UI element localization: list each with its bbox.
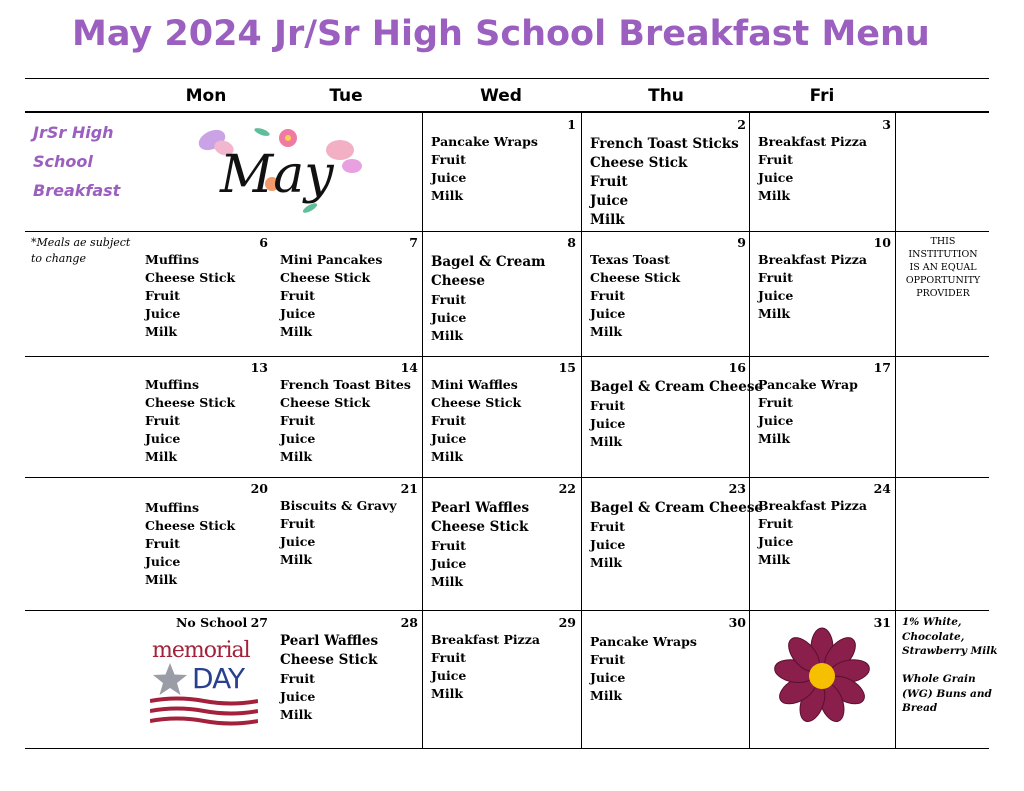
menu-cell-thu-9 [590, 251, 680, 341]
menu-item: Pearl Waffles [431, 500, 530, 516]
menu-item: Juice [280, 534, 316, 549]
day-number: 10 [873, 235, 891, 250]
day-number: 2 [737, 117, 746, 132]
memorial-day-logo [150, 638, 258, 728]
grid-line [25, 610, 989, 611]
menu-item: Milk [280, 707, 312, 722]
note-line: Whole Grain [902, 673, 976, 685]
menu-item: Fruit [280, 288, 315, 303]
grid-line [25, 231, 989, 232]
day-header-fri: Fri [809, 86, 835, 106]
menu-item: Bagel & Cream [431, 254, 546, 270]
menu-cell-thu-30 [590, 633, 697, 705]
menu-cell-wed-29 [431, 631, 540, 703]
menu-cell-fri-17 [758, 376, 858, 448]
menu-item: Juice [431, 668, 467, 683]
menu-cell-fri-3 [758, 133, 867, 205]
menu-item: Muffins [145, 377, 200, 392]
day-number: 28 [400, 615, 418, 630]
day-number: 20 [250, 481, 268, 496]
menu-item: Juice [758, 288, 794, 303]
menu-item: Fruit [145, 413, 180, 428]
menu-item: Milk [280, 324, 312, 339]
day-number: 15 [558, 360, 576, 375]
menu-item: Fruit [590, 288, 625, 303]
menu-item: Juice [145, 554, 181, 569]
menu-item: Juice [145, 306, 181, 321]
menu-item: Breakfast Pizza [758, 498, 867, 513]
menu-item: Cheese [431, 273, 485, 289]
day-header-thu: Thu [648, 86, 684, 106]
day-number: 27 [250, 615, 268, 630]
menu-item: Cheese Stick [431, 519, 529, 535]
menu-cell-mon-6 [145, 251, 235, 341]
eq-line: PROVIDER [916, 288, 970, 299]
day-header-mon: Mon [185, 86, 227, 106]
menu-item: Fruit [145, 288, 180, 303]
day-number: 14 [400, 360, 418, 375]
flower-icon [772, 626, 872, 726]
day-number: 6 [259, 235, 268, 250]
star-icon [152, 662, 188, 696]
menu-item: Juice [590, 416, 626, 431]
logo-word: May [220, 145, 334, 205]
menu-item: Fruit [590, 519, 625, 534]
menu-item: Juice [758, 170, 794, 185]
day-number: 16 [728, 360, 746, 375]
menu-item: Milk [145, 324, 177, 339]
side-label-line: Breakfast [33, 181, 121, 200]
menu-item: Breakfast Pizza [431, 632, 540, 647]
menu-item: Juice [280, 306, 316, 321]
day-number: 3 [882, 117, 891, 132]
menu-item: Breakfast Pizza [758, 134, 867, 149]
day-number: 23 [728, 481, 746, 496]
grid-line [25, 111, 989, 113]
day-number: 30 [728, 615, 746, 630]
grid-line [25, 748, 989, 749]
menu-item: Juice [758, 534, 794, 549]
day-number: 21 [400, 481, 418, 496]
menu-cell-fri-24 [758, 497, 867, 569]
note-line: Chocolate, [902, 630, 965, 643]
day-word: DAY [192, 662, 245, 695]
menu-item: French Toast Sticks [590, 136, 739, 152]
menu-item: Cheese Stick [280, 395, 371, 410]
menu-item: Milk [431, 574, 463, 589]
menu-cell-wed-22 [431, 499, 529, 591]
grid-line [422, 112, 423, 748]
menu-item: Pancake Wrap [758, 377, 858, 392]
menu-item: Breakfast Pizza [758, 252, 867, 267]
day-number: 13 [250, 360, 268, 375]
menu-item: Milk [431, 188, 463, 203]
eq-line: THIS [930, 236, 956, 247]
menu-item: Mini Pancakes [280, 252, 383, 267]
menu-item: Cheese Stick [590, 270, 681, 285]
menu-item: Milk [590, 555, 622, 570]
menu-item: Muffins [145, 500, 200, 515]
menu-cell-mon-13 [145, 376, 235, 466]
side-label-line: JrSr High [33, 123, 114, 142]
menu-item: Fruit [758, 516, 793, 531]
menu-item: Fruit [280, 413, 315, 428]
menu-item: Milk [590, 434, 622, 449]
day-header-wed: Wed [480, 86, 522, 106]
stripes-icon [150, 696, 258, 726]
menu-item: Cheese Stick [280, 270, 371, 285]
menu-item: Fruit [590, 174, 628, 190]
menu-item: Cheese Stick [590, 155, 688, 171]
day-number: 29 [558, 615, 576, 630]
day-number: 24 [873, 481, 891, 496]
menu-item: Pancake Wraps [431, 134, 538, 149]
side-label-line: School [33, 152, 93, 171]
equal-opportunity-statement [898, 235, 988, 300]
grid-line [581, 112, 582, 748]
note-line: Strawberry Milk [902, 645, 998, 657]
menu-item: Juice [590, 670, 626, 685]
menu-cell-mon-20 [145, 499, 235, 589]
menu-item: Bagel & Cream Cheese [590, 379, 764, 395]
menu-item: Juice [431, 431, 467, 446]
menu-item: Juice [431, 556, 467, 571]
menu-item: Mini Waffles [431, 377, 518, 392]
day-number: 22 [558, 481, 576, 496]
menu-cell-tue-14 [280, 376, 411, 466]
grid-line [25, 477, 989, 478]
menu-item: Fruit [431, 152, 466, 167]
no-school-label: No School [176, 615, 248, 630]
menu-item: Juice [145, 431, 181, 446]
menu-cell-tue-7 [280, 251, 382, 341]
day-number: 7 [409, 235, 418, 250]
menu-item: Fruit [431, 650, 466, 665]
menu-item: Milk [145, 572, 177, 587]
grid-line [25, 78, 989, 79]
menu-cell-thu-16 [590, 378, 763, 451]
memorial-word: memorial [152, 638, 250, 663]
menu-item: Milk [590, 324, 622, 339]
meals-note: *Meals ae subject to change [31, 236, 131, 265]
menu-item: Fruit [758, 152, 793, 167]
day-number: 1 [567, 117, 576, 132]
day-header-tue: Tue [329, 86, 363, 106]
menu-item: Pearl Waffles [280, 633, 379, 649]
menu-cell-tue-21 [280, 497, 397, 569]
menu-item: Fruit [431, 292, 466, 307]
page-title: May 2024 Jr/Sr High School Breakfast Menu [72, 14, 930, 54]
menu-item: Pancake Wraps [590, 634, 697, 649]
day-number: 31 [873, 615, 891, 630]
menu-item: Fruit [280, 671, 315, 686]
menu-item: Cheese Stick [431, 395, 522, 410]
note-line: 1% White, [902, 616, 962, 628]
menu-item: Milk [431, 449, 463, 464]
day-number: 17 [873, 360, 891, 375]
milk-note [902, 615, 998, 659]
menu-item: Cheese Stick [145, 518, 236, 533]
menu-item: Muffins [145, 252, 200, 267]
menu-item: Fruit [431, 413, 466, 428]
menu-item: Texas Toast [590, 252, 670, 267]
day-number: 9 [737, 235, 746, 250]
menu-cell-wed-15 [431, 376, 521, 466]
menu-item: French Toast Bites [280, 377, 411, 392]
menu-item: Juice [758, 413, 794, 428]
day-number: 8 [567, 235, 576, 250]
menu-item: Fruit [431, 538, 466, 553]
menu-item: Fruit [758, 270, 793, 285]
grid-line [25, 356, 989, 357]
menu-item: Milk [758, 552, 790, 567]
menu-cell-thu-2 [590, 135, 739, 230]
menu-item: Fruit [145, 536, 180, 551]
menu-item: Bagel & Cream Cheese [590, 500, 764, 516]
menu-item: Fruit [758, 395, 793, 410]
menu-item: Milk [758, 431, 790, 446]
menu-item: Milk [590, 688, 622, 703]
menu-cell-tue-28 [280, 632, 378, 724]
menu-cell-thu-23 [590, 499, 763, 572]
menu-item: Juice [590, 306, 626, 321]
menu-item: Milk [431, 686, 463, 701]
menu-cell-fri-10 [758, 251, 867, 323]
eq-line: IS AN EQUAL [909, 262, 977, 273]
menu-item: Milk [590, 212, 625, 228]
menu-item: Milk [280, 449, 312, 464]
menu-item: Milk [280, 552, 312, 567]
menu-cell-wed-8 [431, 253, 545, 345]
menu-item: Juice [280, 689, 316, 704]
eq-line: INSTITUTION [908, 249, 978, 260]
side-label [33, 118, 120, 205]
menu-item: Milk [758, 306, 790, 321]
menu-item: Fruit [590, 652, 625, 667]
menu-item: Cheese Stick [145, 395, 236, 410]
note-line: Bread [902, 702, 938, 714]
menu-item: Cheese Stick [280, 652, 378, 668]
menu-item: Juice [590, 193, 629, 209]
menu-item: Juice [431, 310, 467, 325]
menu-item: Juice [431, 170, 467, 185]
menu-item: Cheese Stick [145, 270, 236, 285]
may-logo [190, 120, 370, 220]
menu-item: Fruit [280, 516, 315, 531]
menu-item: Milk [431, 328, 463, 343]
menu-item: Juice [280, 431, 316, 446]
menu-item: Juice [590, 537, 626, 552]
menu-item: Fruit [590, 398, 625, 413]
menu-cell-wed-1 [431, 133, 538, 205]
buns-note [902, 672, 992, 716]
note-line: (WG) Buns and [902, 687, 992, 700]
eq-line: OPPORTUNITY [905, 275, 981, 286]
grid-line [895, 112, 896, 748]
menu-item: Milk [758, 188, 790, 203]
menu-item: Milk [145, 449, 177, 464]
menu-item: Biscuits & Gravy [280, 498, 397, 513]
